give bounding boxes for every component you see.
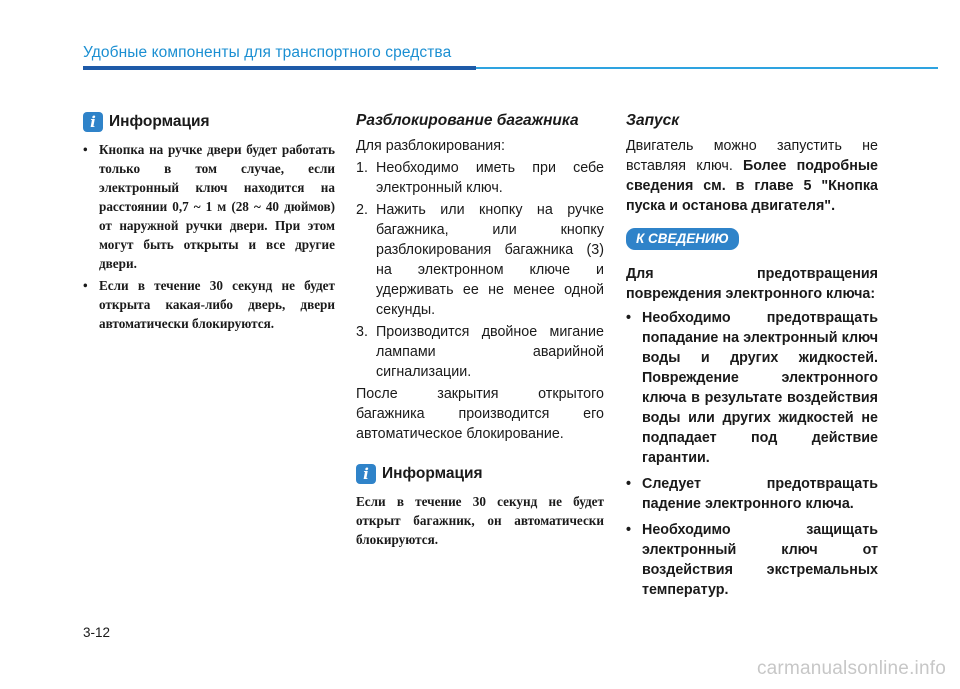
info-bullet: • Кнопка на ручке двери будет работать только в том случае, если электронный ключ находится на расстоянии 0,7 ~ 1 м (28 ~ 40 дюймов) от наружной ручки двери. При этом могут быть открыты и все другие двери. — [83, 140, 335, 273]
header-rule-light — [476, 67, 938, 69]
info-icon: i — [83, 112, 103, 132]
notice-badge: К СВЕДЕНИЮ — [626, 228, 739, 250]
column-right — [626, 112, 878, 606]
info-text: Если в течение 30 секунд не будет открыт багажник, он автоматически блокируются. — [356, 494, 604, 547]
trunk-step — [356, 200, 604, 320]
page-number: 3-12 — [83, 625, 111, 640]
step-text: Необходимо иметь при себе электронный ключ. — [376, 160, 604, 196]
info-icon: i — [356, 464, 376, 484]
notice-intro: Для предотвращения повреждения электронного ключа: — [626, 266, 878, 302]
section-title-start: Запуск — [626, 112, 680, 129]
step-text: Производится двойное мигание лампами аварийной сигнализации. — [376, 324, 604, 380]
step-number: 1. — [356, 160, 368, 176]
section-title-trunk-unlock: Разблокирование багажника — [356, 112, 579, 129]
step-text: Нажить или кнопку на ручке багажника, или кнопку разблокирования багажника (3) на электронном ключе и удерживать ее не менее одной секунды. — [376, 202, 604, 318]
info-bullet: • Если в течение 30 секунд не будет открыта какая-либо дверь, двери автоматически блокируются. — [83, 276, 335, 333]
step-number: 2. — [356, 202, 368, 218]
header-rule-dark — [83, 66, 476, 70]
start-intro — [626, 136, 878, 216]
step-number: 3. — [356, 324, 368, 340]
info-title: Информация — [109, 113, 210, 130]
column-left — [83, 112, 335, 336]
info-title: Информация — [382, 465, 483, 482]
start-intro-normal: Двигатель можно запустить не вставляя ключ. — [626, 138, 878, 174]
watermark: carmanualsonline.info — [756, 658, 946, 679]
section-header-title: Удобные компоненты для транспортного средства — [83, 44, 452, 61]
trunk-steps — [356, 158, 604, 382]
info-heading — [83, 112, 335, 132]
notice-list — [626, 308, 878, 600]
notice-item: • Необходимо предотвращать попадание на электронный ключ воды и других жидкостей. Повреждение электронного ключа в результате воздействия воды или других жидкостей не подпадает под действие гарантии. — [626, 308, 878, 468]
column-middle — [356, 112, 604, 549]
trunk-intro: Для разблокирования: — [356, 138, 506, 154]
info-heading — [356, 464, 604, 484]
start-intro-bold: Более подробные сведения см. в главе 5 "Кнопка пуска и останова двигателя". — [626, 158, 878, 214]
trunk-step — [356, 158, 604, 198]
trunk-step — [356, 322, 604, 382]
info-bullet-list — [83, 140, 335, 333]
notice-item: • Следует предотвращать падение электронного ключа. — [626, 474, 878, 514]
trunk-after-text: После закрытия открытого багажника производится его автоматическое блокирование. — [356, 386, 604, 442]
notice-item: • Необходимо защищать электронный ключ от воздействия экстремальных температур. — [626, 520, 878, 600]
